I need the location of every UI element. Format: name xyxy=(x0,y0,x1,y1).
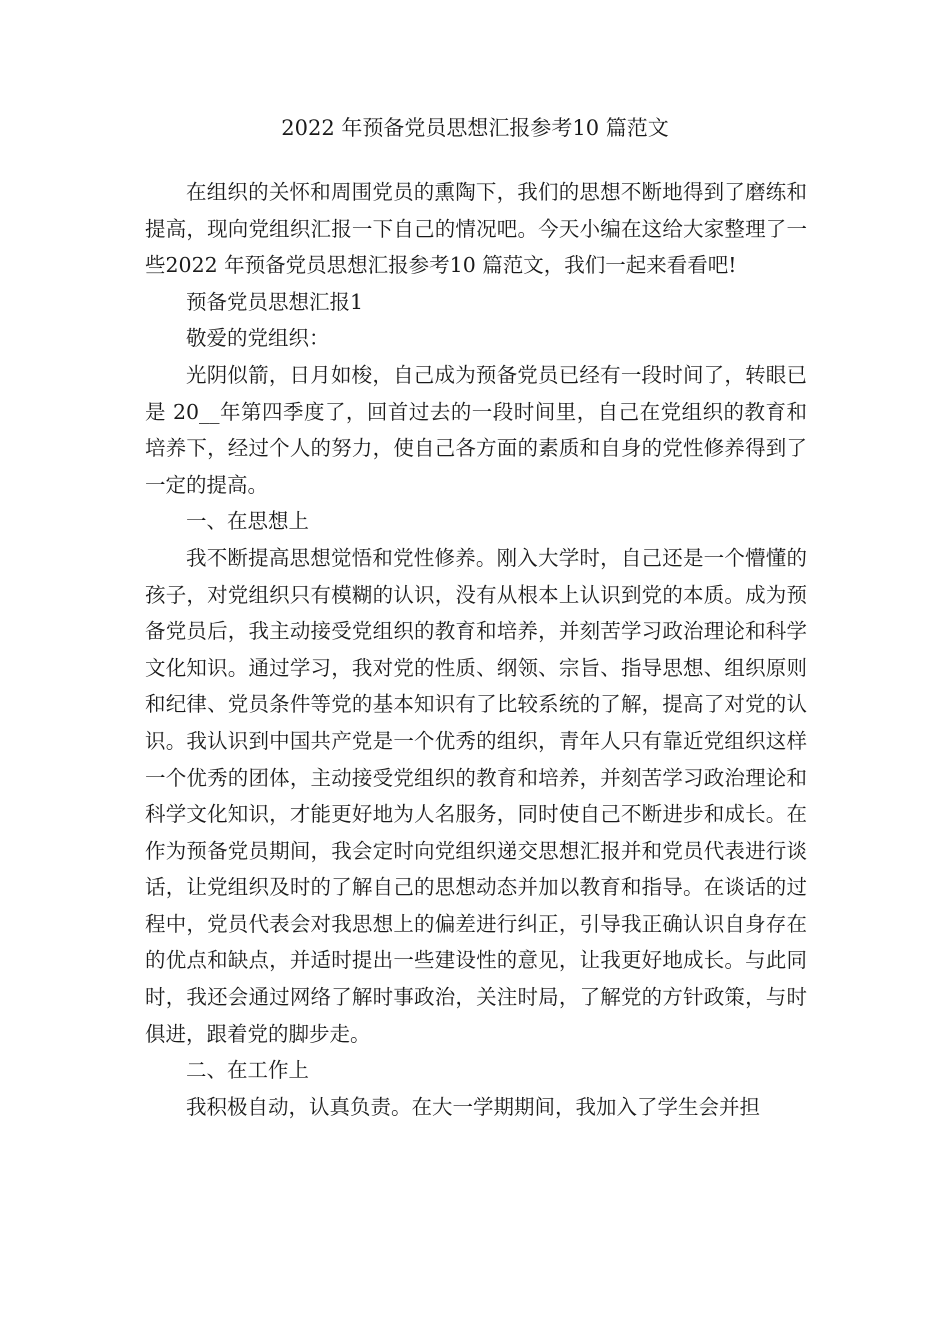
section-body-work: 我积极自动，认真负责。在大一学期期间，我加入了学生会并担 xyxy=(186,1094,760,1119)
opening-paragraph: 光阴似箭，日月如梭，自己成为预备党员已经有一段时间了，转眼已是 20__年第四季度了，回首过去的一段时间里，自己在党组织的教育和培养下，经过个人的努力，使自己各方面的素质和自身的党性修养得到了一定的提高。 xyxy=(145,362,807,497)
document-title: 2022 年预备党员思想汇报参考10 篇范文 xyxy=(281,116,669,140)
salutation: 敬爱的党组织： xyxy=(186,326,330,351)
section-body-thought: 我不断提高思想觉悟和党性修养。刚入大学时，自己还是一个懵懂的孩子，对党组织只有模糊的认识，没有从根本上认识到党的本质。成为预备党员后，我主动接受党组织的教育和培养，并刻苦学习政治理论和科学文化知识。通过学习，我对党的性质、纲领、宗旨、指导思想、组织原则和纪律、党员条件等党的基本知识有了比较系统的了解，提高了对党的认识。我认识到中国共产党是一个优秀的组织，青年人只有靠近党组织这样一个优秀的团体，主动接受党组织的教育和培养，并刻苦学习政治理论和科学文化知识，才能更好地为人名服务，同时使自己不断进步和成长。在作为预备党员期间，我会定时向党组织递交思想汇报并和党员代表进行谈话，让党组织及时的了解自己的思想动态并加以教育和指导。在谈话的过程中，党员代表会对我思想上的偏差进行纠正，引导我正确认识自身存在的优点和缺点，并适时提出一些建设性的意见，让我更好地成长。与此同时，我还会通过网络了解时事政治，关注时局，了解党的方针政策，与时俱进，跟着党的脚步走。 xyxy=(145,545,807,1046)
section-heading-thought: 一、在思想上 xyxy=(186,509,309,534)
document-body xyxy=(145,174,807,1125)
report-heading: 预备党员思想汇报1 xyxy=(186,289,364,314)
intro-paragraph: 在组织的关怀和周围党员的熏陶下，我们的思想不断地得到了磨练和提高，现向党组织汇报一下自己的情况吧。今天小编在这给大家整理了一些2022 年预备党员思想汇报参考10 篇范文，我们一起来看看吧! xyxy=(145,180,807,278)
section-heading-work: 二、在工作上 xyxy=(186,1058,309,1083)
